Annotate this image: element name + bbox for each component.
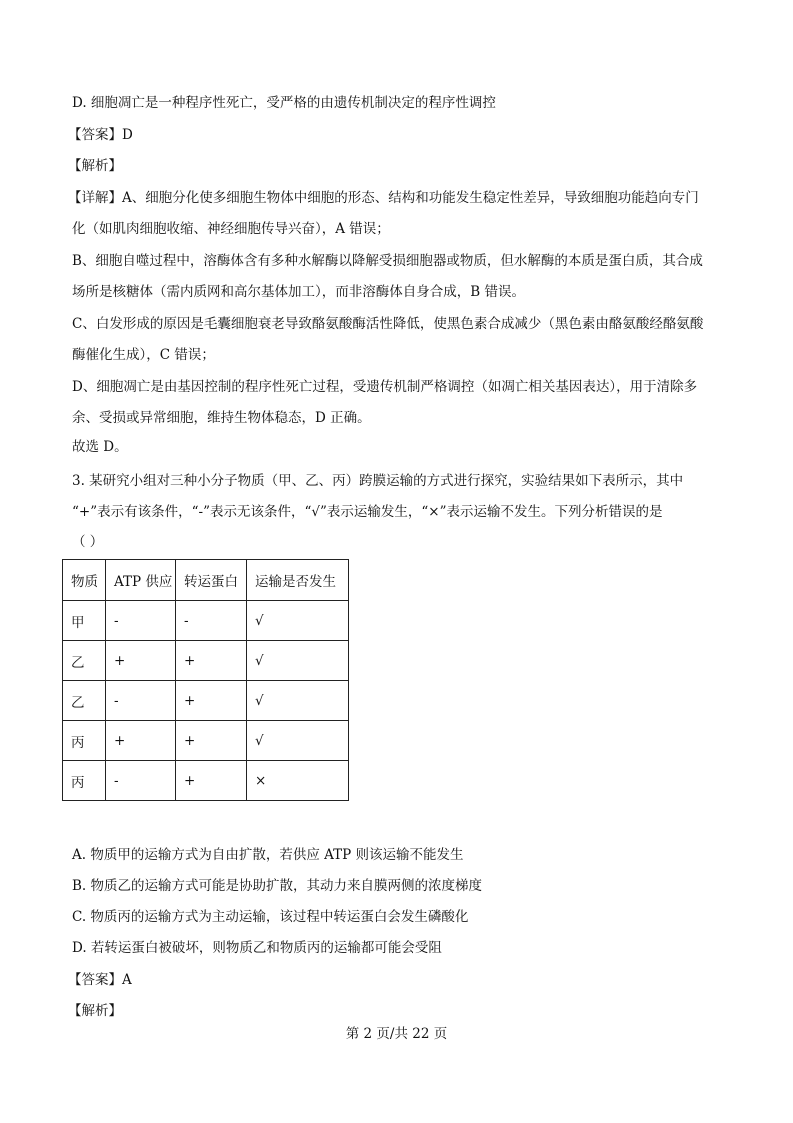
table-cell: 甲 bbox=[63, 601, 106, 641]
table-cell: × bbox=[247, 761, 349, 801]
option-a: A. 物质甲的运输方式为自由扩散，若供应 ATP 则该运输不能发生 bbox=[72, 847, 464, 863]
choose-line: 故选 D。 bbox=[72, 439, 128, 455]
table-cell: 乙 bbox=[63, 641, 106, 681]
detail-line-3: B、细胞自噬过程中，溶酶体含有多种水解酶以降解受损细胞器或物质，但水解酶的本质是蛋白质，其合成 bbox=[72, 253, 703, 269]
detail-line-8: 余、受损或异常细胞，维持生物体稳态，D 正确。 bbox=[72, 410, 371, 426]
option-b: B. 物质乙的运输方式可能是协助扩散，其动力来自膜两侧的浓度梯度 bbox=[72, 878, 483, 894]
table-cell: √ bbox=[247, 601, 349, 641]
table-cell: + bbox=[176, 681, 247, 721]
table-cell: 丙 bbox=[63, 761, 106, 801]
answer-label: 【答案】D bbox=[68, 127, 133, 143]
analysis-label: 【解析】 bbox=[68, 158, 122, 174]
table-header-cell: 运输是否发生 bbox=[247, 560, 349, 601]
option-d-line: D. 细胞凋亡是一种程序性死亡，受严格的由遗传机制决定的程序性调控 bbox=[72, 95, 496, 111]
table-cell: + bbox=[106, 641, 176, 681]
table-cell: + bbox=[176, 761, 247, 801]
table-cell: + bbox=[106, 721, 176, 761]
table-row bbox=[63, 681, 349, 721]
table-cell: - bbox=[106, 681, 176, 721]
table-row bbox=[63, 601, 349, 641]
option-c: C. 物质丙的运输方式为主动运输，该过程中转运蛋白会发生磷酸化 bbox=[72, 909, 469, 925]
experiment-table bbox=[62, 559, 349, 801]
table-row bbox=[63, 641, 349, 681]
table-cell: √ bbox=[247, 721, 349, 761]
table-cell: - bbox=[106, 601, 176, 641]
table-cell: √ bbox=[247, 681, 349, 721]
question-3-line-1: 3. 某研究小组对三种小分子物质（甲、乙、丙）跨膜运输的方式进行探究，实验结果如下表所示，其中 bbox=[72, 473, 684, 489]
detail-line-2: 化（如肌肉细胞收缩、神经细胞传导兴奋），A 错误； bbox=[72, 221, 390, 237]
detail-line-7: D、细胞凋亡是由基因控制的程序性死亡过程，受遗传机制严格调控（如凋亡相关基因表达），用于清除多 bbox=[72, 379, 698, 395]
page-number: 第 2 页/共 22 页 bbox=[345, 1026, 448, 1042]
detail-line-5: C、白发形成的原因是毛囊细胞衰老导致酪氨酸酶活性降低，使黑色素合成减少（黑色素由酪氨酸经酪氨酸 bbox=[72, 316, 704, 332]
table-cell: + bbox=[176, 641, 247, 681]
analysis-label-2: 【解析】 bbox=[68, 1003, 122, 1019]
table-header-cell: 转运蛋白 bbox=[176, 560, 247, 601]
table-header-row bbox=[63, 560, 349, 601]
option-d: D. 若转运蛋白被破坏，则物质乙和物质丙的运输都可能会受阻 bbox=[72, 940, 442, 956]
detail-line-1: 【详解】A、细胞分化使多细胞生物体中细胞的形态、结构和功能发生稳定性差异，导致细胞功能趋向专门 bbox=[68, 190, 699, 206]
table-cell: + bbox=[176, 721, 247, 761]
table-cell: 乙 bbox=[63, 681, 106, 721]
table-cell: - bbox=[176, 601, 247, 641]
table-row bbox=[63, 721, 349, 761]
table-row bbox=[63, 761, 349, 801]
answer-label-2: 【答案】A bbox=[68, 972, 132, 988]
table-header-cell: 物质 bbox=[63, 560, 106, 601]
table-header-cell: ATP 供应 bbox=[106, 560, 176, 601]
table-cell: - bbox=[106, 761, 176, 801]
question-3-bracket: （ ） bbox=[72, 534, 104, 550]
table-cell: √ bbox=[247, 641, 349, 681]
detail-line-6: 酶催化生成），C 错误； bbox=[72, 347, 215, 363]
question-3-line-2: “+”表示有该条件，“-”表示无该条件，“√”表示运输发生，“×”表示运输不发生。下列分析错误的是 bbox=[72, 504, 663, 520]
detail-line-4: 场所是核糖体（需内质网和高尔基体加工），而非溶酶体自身合成，B 错误。 bbox=[72, 284, 525, 300]
table-cell: 丙 bbox=[63, 721, 106, 761]
